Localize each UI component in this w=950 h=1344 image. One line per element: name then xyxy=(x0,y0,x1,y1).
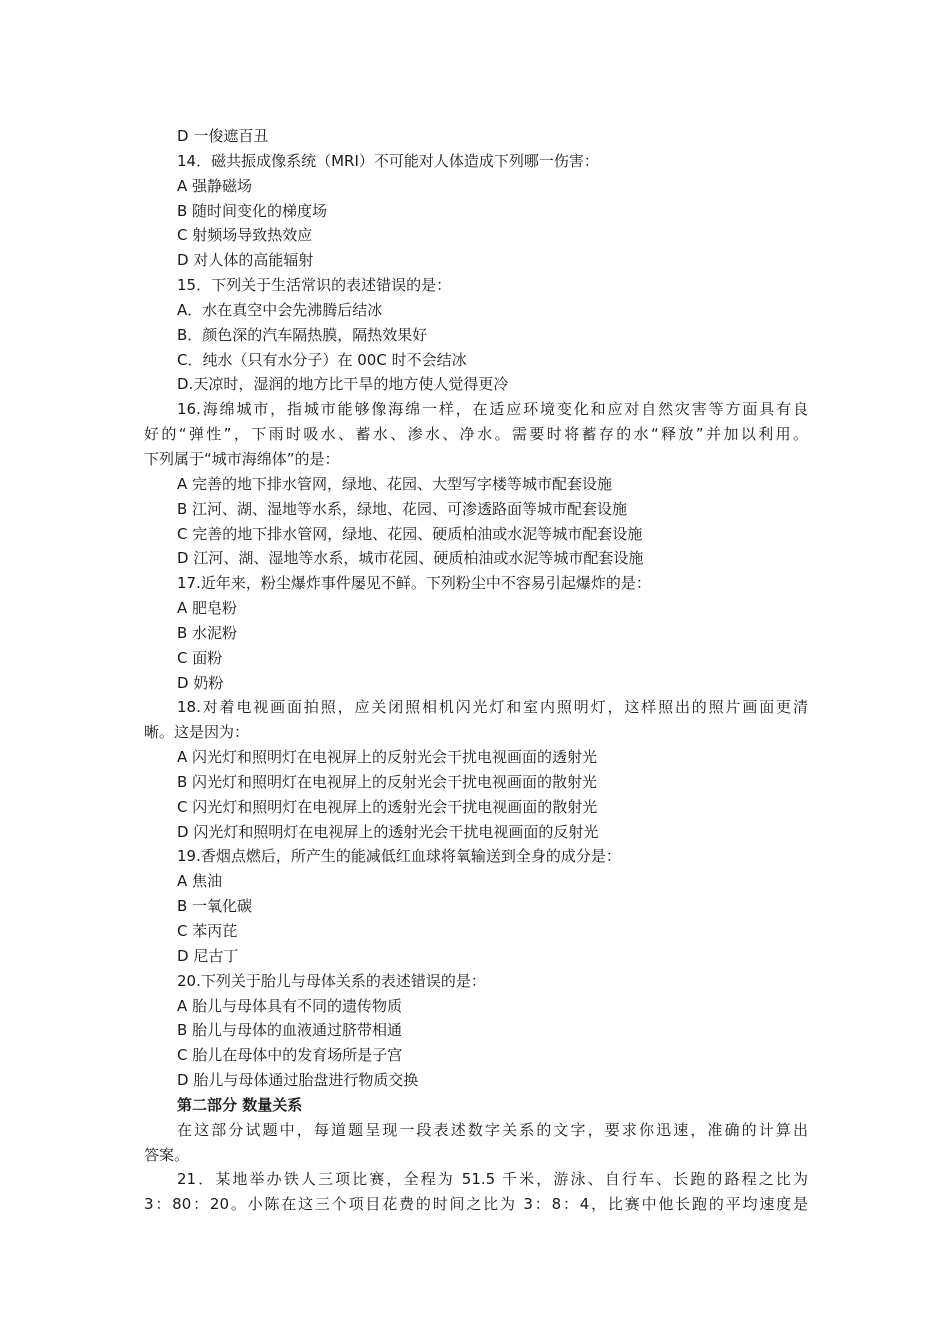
section-instructions-line-2: 答案。 xyxy=(144,1145,190,1164)
option-15a: A．水在真空中会先沸腾后结冰 xyxy=(177,300,383,319)
option-17b: B 水泥粉 xyxy=(177,623,238,642)
option-19a: A 焦油 xyxy=(177,872,223,891)
option-15b: B．颜色深的汽车隔热膜，隔热效果好 xyxy=(177,325,428,344)
document-body xyxy=(144,124,808,1217)
option-17d: D 奶粉 xyxy=(177,673,224,692)
option-17a: A 肥皂粉 xyxy=(177,599,238,618)
option-18c: C 闪光灯和照明灯在电视屏上的透射光会干扰电视画面的散射光 xyxy=(177,797,598,816)
option-20b: B 胎儿与母体的血液通过脐带相通 xyxy=(177,1021,403,1040)
option-19c: C 苯丙芘 xyxy=(177,922,238,940)
question-19: 19.香烟点燃后，所产生的能减低红血球将氧输送到全身的成分是： xyxy=(177,847,621,866)
option-14a: A 强静磁场 xyxy=(177,176,253,195)
question-18-line-1: 18.对着电视画面拍照，应关闭照相机闪光灯和室内照明灯，这样照出的照片画面更清 xyxy=(177,698,808,717)
question-16-line-1: 16.海绵城市，指城市能够像海绵一样，在适应环境变化和应对自然灾害等方面具有良 xyxy=(177,400,808,419)
section-instructions-line-1: 在这部分试题中，每道题呈现一段表述数字关系的文字，要求你迅速，准确的计算出 xyxy=(177,1120,808,1139)
option-16b: B 江河、湖、湿地等水系，绿地、花园、可渗透路面等城市配套设施 xyxy=(177,499,628,518)
option-14d: D 对人体的高能辐射 xyxy=(177,251,314,270)
option-19d: D 尼古丁 xyxy=(177,946,239,965)
question-18-line-2: 晰。这是因为： xyxy=(144,723,250,742)
option-18b: B 闪光灯和照明灯在电视屏上的反射光会干扰电视画面的散射光 xyxy=(177,772,598,791)
question-16-line-2: 好的“弹性”，下雨时吸水、蓄水、渗水、净水。需要时将蓄存的水“释放”并加以利用。 xyxy=(144,425,808,444)
option-15d: D.天凉时，湿润的地方比干旱的地方使人觉得更冷 xyxy=(177,375,509,394)
option-13d: D 一俊遮百丑 xyxy=(177,127,269,145)
option-14b: B 随时间变化的梯度场 xyxy=(177,201,328,220)
option-18d: D 闪光灯和照明灯在电视屏上的透射光会干扰电视画面的反射光 xyxy=(177,822,599,841)
option-20c: C 胎儿在母体中的发育场所是子宫 xyxy=(177,1046,403,1065)
option-16a: A 完善的地下排水管网，绿地、花园、大型写字楼等城市配套设施 xyxy=(177,474,613,493)
option-15c: C．纯水（只有水分子）在 00C 时不会结冰 xyxy=(177,350,467,369)
option-16c: C 完善的地下排水管网，绿地、花园、硬质柏油或水泥等城市配套设施 xyxy=(177,524,643,543)
question-20: 20.下列关于胎儿与母体关系的表述错误的是： xyxy=(177,971,486,990)
option-18a: A 闪光灯和照明灯在电视屏上的反射光会干扰电视画面的透射光 xyxy=(177,748,598,767)
option-20a: A 胎儿与母体具有不同的遗传物质 xyxy=(177,996,403,1015)
question-16-line-3: 下列属于“城市海绵体”的是： xyxy=(144,449,340,468)
option-20d: D 胎儿与母体通过胎盘进行物质交换 xyxy=(177,1071,419,1090)
section-heading: 第二部分 数量关系 xyxy=(177,1095,303,1114)
question-21-line-2: 3：80：20。小陈在这三个项目花费的时间之比为 3：8：4，比赛中他长跑的平均速度是 xyxy=(144,1195,808,1214)
option-19b: B 一氧化碳 xyxy=(177,897,253,916)
question-17: 17.近年来，粉尘爆炸事件屡见不鲜。下列粉尘中不容易引起爆炸的是： xyxy=(177,574,651,593)
option-14c: C 射频场导致热效应 xyxy=(177,226,313,245)
question-14: 14．磁共振成像系统（MRI）不可能对人体造成下列哪一伤害： xyxy=(177,151,599,170)
question-15: 15．下列关于生活常识的表述错误的是： xyxy=(177,276,452,295)
option-16d: D 江河、湖、湿地等水系，城市花园、硬质柏油或水泥等城市配套设施 xyxy=(177,549,644,568)
option-17c: C 面粉 xyxy=(177,648,223,667)
question-21-line-1: 21．某地举办铁人三项比赛，全程为 51.5 千米，游泳、自行车、长跑的路程之比为 xyxy=(177,1170,808,1189)
